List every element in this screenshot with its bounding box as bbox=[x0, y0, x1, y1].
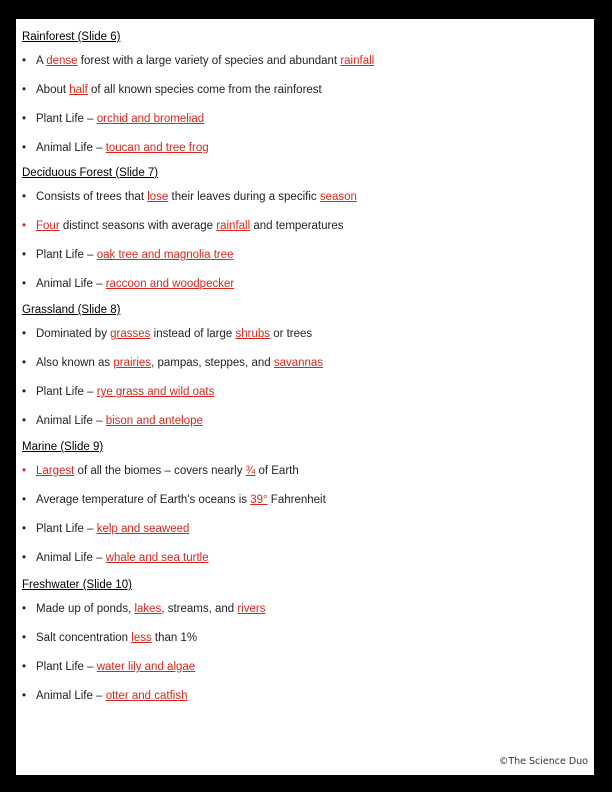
item-text: About bbox=[36, 84, 70, 96]
item-text: Plant Life – bbox=[36, 249, 97, 261]
item-text: than 1% bbox=[151, 632, 198, 644]
item-text: Consists of trees that bbox=[36, 191, 148, 203]
answer-blank: less bbox=[131, 632, 152, 644]
item-text: of all the biomes – covers nearly bbox=[74, 465, 246, 477]
list-item bbox=[22, 278, 234, 290]
bullet-icon: • bbox=[22, 465, 27, 477]
answer-blank: rainfall bbox=[216, 220, 251, 232]
bullet-icon: • bbox=[22, 55, 27, 67]
answer-blank: whale and sea turtle bbox=[105, 552, 209, 564]
bullet-icon: • bbox=[22, 84, 27, 96]
answer-blank: ¾ bbox=[245, 465, 256, 477]
credit-text: ©The Science Duo bbox=[498, 756, 588, 767]
bullet-icon: • bbox=[22, 113, 27, 125]
item-text: Salt concentration bbox=[36, 632, 132, 644]
item-text: forest with a large variety of species and abundant bbox=[77, 55, 341, 67]
bullet-icon: • bbox=[22, 415, 27, 427]
item-text: or trees bbox=[270, 328, 313, 340]
bullet-icon: • bbox=[22, 220, 27, 232]
answer-blank: kelp and seaweed bbox=[96, 523, 190, 535]
item-text: Animal Life – bbox=[36, 690, 106, 702]
answer-blank: savannas bbox=[273, 357, 324, 369]
bullet-icon: • bbox=[22, 386, 27, 398]
list-item bbox=[22, 328, 312, 340]
list-item bbox=[22, 523, 189, 535]
list-item bbox=[22, 55, 374, 67]
answer-blank: raccoon and woodpecker bbox=[105, 278, 235, 290]
answer-blank: rainfall bbox=[340, 55, 375, 67]
answer-blank: half bbox=[69, 84, 88, 96]
item-text: Animal Life – bbox=[36, 552, 106, 564]
list-item bbox=[22, 465, 299, 477]
list-item bbox=[22, 603, 266, 615]
bullet-icon: • bbox=[22, 523, 27, 535]
item-text: Average temperature of Earth's oceans is bbox=[36, 494, 251, 506]
bullet-icon: • bbox=[22, 661, 27, 673]
item-text: Made up of ponds, bbox=[36, 603, 135, 615]
item-text: of Earth bbox=[255, 465, 299, 477]
bullet-icon: • bbox=[22, 690, 27, 702]
answer-blank: 39° bbox=[250, 494, 268, 506]
section-title: Freshwater (Slide 10) bbox=[22, 579, 132, 591]
list-item bbox=[22, 113, 204, 125]
section-title: Marine (Slide 9) bbox=[22, 441, 104, 453]
item-text: and temperatures bbox=[250, 220, 344, 232]
bullet-icon: • bbox=[22, 249, 27, 261]
item-text: Fahrenheit bbox=[267, 494, 326, 506]
item-text: distinct seasons with average bbox=[59, 220, 217, 232]
bullet-icon: • bbox=[22, 603, 27, 615]
answer-blank: season bbox=[319, 191, 357, 203]
list-item bbox=[22, 632, 197, 644]
section-title: Grassland (Slide 8) bbox=[22, 304, 121, 316]
bullet-icon: • bbox=[22, 191, 27, 203]
bullet-icon: • bbox=[22, 357, 27, 369]
answer-blank: otter and catfish bbox=[105, 690, 188, 702]
answer-blank: oak tree and magnolia tree bbox=[96, 249, 234, 261]
list-item bbox=[22, 690, 188, 702]
answer-blank: rye grass and wild oats bbox=[96, 386, 215, 398]
item-text: their leaves during a specific bbox=[168, 191, 320, 203]
list-item bbox=[22, 415, 203, 427]
answer-blank: shrubs bbox=[235, 328, 270, 340]
item-text: Plant Life – bbox=[36, 386, 97, 398]
bullet-icon: • bbox=[22, 494, 27, 506]
answer-blank: Largest bbox=[36, 465, 75, 477]
list-item bbox=[22, 191, 357, 203]
item-text: Animal Life – bbox=[36, 415, 106, 427]
bullet-icon: • bbox=[22, 632, 27, 644]
item-text: Plant Life – bbox=[36, 113, 97, 125]
answer-blank: lose bbox=[147, 191, 169, 203]
list-item bbox=[22, 386, 214, 398]
item-text: , streams, and bbox=[161, 603, 238, 615]
list-item bbox=[22, 220, 344, 232]
answer-blank: toucan and tree frog bbox=[105, 142, 209, 154]
bullet-icon: • bbox=[22, 328, 27, 340]
item-text: Dominated by bbox=[36, 328, 111, 340]
worksheet-page bbox=[16, 19, 594, 775]
item-text: instead of large bbox=[150, 328, 236, 340]
bullet-icon: • bbox=[22, 552, 27, 564]
answer-blank: orchid and bromeliad bbox=[96, 113, 205, 125]
item-text: of all known species come from the rainforest bbox=[87, 84, 322, 96]
item-text: Plant Life – bbox=[36, 661, 97, 673]
section-title: Deciduous Forest (Slide 7) bbox=[22, 167, 159, 179]
answer-blank: lakes bbox=[134, 603, 162, 615]
bullet-icon: • bbox=[22, 278, 27, 290]
list-item bbox=[22, 357, 323, 369]
answer-blank: bison and antelope bbox=[105, 415, 203, 427]
answer-blank: Four bbox=[36, 220, 60, 232]
list-item bbox=[22, 552, 209, 564]
list-item bbox=[22, 84, 322, 96]
answer-blank: prairies bbox=[113, 357, 152, 369]
answer-blank: rivers bbox=[237, 603, 266, 615]
answer-blank: grasses bbox=[110, 328, 151, 340]
item-text: A bbox=[36, 55, 47, 67]
list-item bbox=[22, 249, 234, 261]
item-text: , pampas, steppes, and bbox=[151, 357, 274, 369]
item-text: Animal Life – bbox=[36, 278, 106, 290]
section-title: Rainforest (Slide 6) bbox=[22, 31, 121, 43]
item-text: Also known as bbox=[36, 357, 114, 369]
item-text: Plant Life – bbox=[36, 523, 97, 535]
list-item bbox=[22, 142, 209, 154]
item-text: Animal Life – bbox=[36, 142, 106, 154]
list-item bbox=[22, 661, 195, 673]
list-item bbox=[22, 494, 326, 506]
answer-blank: water lily and algae bbox=[96, 661, 196, 673]
bullet-icon: • bbox=[22, 142, 27, 154]
answer-blank: dense bbox=[46, 55, 78, 67]
